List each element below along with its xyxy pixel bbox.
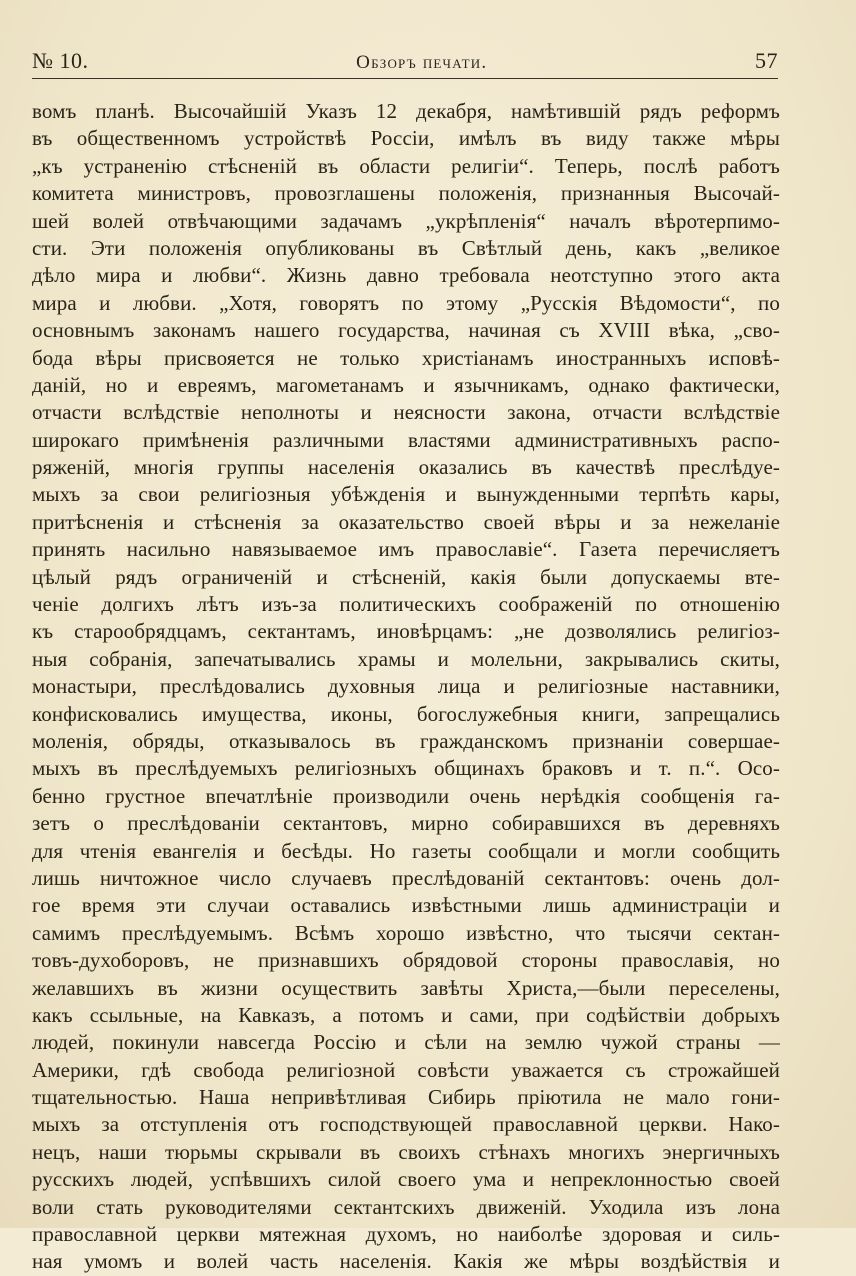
text-line: ряженій, многія группы населенія оказались въ качествѣ преслѣдуе-: [32, 455, 780, 480]
text-line: людей, покинули навсегда Россію и сѣли на землю чужой страны —: [32, 1030, 780, 1055]
text-line: самимъ преслѣдуемымъ. Всѣмъ хорошо извѣстно, что тысячи сектан-: [32, 920, 780, 945]
issue-number: № 10.: [32, 48, 89, 73]
body-text: [32, 98, 780, 1276]
text-line: ченіе долгихъ лѣтъ изъ-за политическихъ соображеній по отношенію: [32, 592, 780, 617]
section-title: Обзоръ печати.: [356, 52, 488, 73]
text-line: православной церкви мятежная духомъ, но наиболѣе здоровая и силь-: [32, 1222, 780, 1247]
text-line: отчасти вслѣдствіе неполноты и неясности закона, отчасти вслѣдствіе: [32, 400, 780, 425]
text-line: сти. Эти положенія опубликованы въ Свѣтлый день, какъ „великое: [32, 235, 780, 260]
text-line: зетъ о преслѣдованіи сектантовъ, мирно собиравшихся въ деревняхъ: [32, 811, 780, 836]
text-line: тщательностью. Наша непривѣтливая Сибирь пріютила не мало гони-: [32, 1085, 780, 1110]
text-line: шей волей отвѣчающими задачамъ „укрѣпленія“ началъ вѣротерпимо-: [32, 208, 780, 233]
text-line: мира и любви. „Хотя, говорятъ по этому „Русскія Вѣдомости“, по: [32, 290, 780, 315]
text-line: монастыри, преслѣдовались духовныя лица и религіозные наставники,: [32, 674, 780, 699]
text-line: основнымъ законамъ нашего государства, начиная съ XVIII вѣка, „сво-: [32, 318, 780, 343]
text-line: „къ устраненію стѣсненій въ области религіи“. Теперь, послѣ работъ: [32, 153, 780, 178]
text-line: притѣсненія и стѣсненія за оказательство своей вѣры и за нежеланіе: [32, 509, 780, 534]
text-line: гое время эти случаи оставались извѣстными лишь администраціи и: [32, 893, 780, 918]
text-line: дѣло мира и любви“. Жизнь давно требовала неотступно этого акта: [32, 263, 780, 288]
page-number: 57: [755, 48, 778, 73]
text-line: лишь ничтожное число случаевъ преслѣдованій сектантовъ: очень дол-: [32, 865, 780, 890]
text-line: бенно грустное впечатлѣніе производили очень нерѣдкія сообщенія га-: [32, 783, 780, 808]
text-line: товъ-духоборовъ, не признавшихъ обрядовой стороны православія, но: [32, 948, 780, 973]
text-line: какъ ссыльные, на Кавказъ, а потомъ и сами, при содѣйствіи добрыхъ: [32, 1002, 780, 1027]
text-line: широкаго примѣненія различными властями административныхъ распо-: [32, 427, 780, 452]
text-line: къ старообрядцамъ, сектантамъ, иновѣрцамъ: „не дозволялись религіоз-: [32, 619, 780, 644]
running-header: [32, 44, 778, 74]
text-line: даній, но и евреямъ, магометанамъ и язычникамъ, однако фактически,: [32, 372, 780, 397]
text-line: цѣлый рядъ ограниченій и стѣсненій, какія были допускаемы вте-: [32, 564, 780, 589]
text-line: комитета министровъ, провозглашены положенія, признанныя Высочай-: [32, 181, 780, 206]
text-line: Америки, гдѣ свобода религіозной совѣсти уважается съ строжайшей: [32, 1057, 780, 1082]
text-line: желавшихъ въ жизни осуществить завѣты Христа,—были переселены,: [32, 975, 780, 1000]
text-line: конфисковались имущества, иконы, богослужебныя книги, запрещались: [32, 701, 780, 726]
text-line: нецъ, наши тюрьмы скрывали въ своихъ стѣнахъ многихъ энергичныхъ: [32, 1139, 780, 1164]
text-line: бода вѣры присвояется не только христіанамъ иностранныхъ исповѣ-: [32, 345, 780, 370]
text-line: ныя собранія, запечатывались храмы и молельни, закрывались скиты,: [32, 646, 780, 671]
text-line: русскихъ людей, успѣвшихъ силой своего ума и непреклонностью своей: [32, 1167, 780, 1192]
text-line: ная умомъ и волей часть населенія. Какія же мѣры воздѣйствія и: [32, 1249, 780, 1274]
text-line: для чтенія евангелія и бесѣды. Но газеты сообщали и могли сообщить: [32, 838, 780, 863]
text-line: воли стать руководителями сектантскихъ движеній. Уходила изъ лона: [32, 1194, 780, 1219]
header-rule: [32, 78, 778, 79]
text-line: мыхъ въ преслѣдуемыхъ религіозныхъ общинахъ браковъ и т. п.“. Осо-: [32, 756, 780, 781]
text-line: въ общественномъ устройствѣ Россіи, имѣлъ въ виду также мѣры: [32, 126, 780, 151]
text-line: моленія, обряды, отказывалось въ гражданскомъ признаніи совершае-: [32, 728, 780, 753]
text-line: вомъ планѣ. Высочайшій Указъ 12 декабря, намѣтившій рядъ реформъ: [32, 99, 780, 123]
text-line: мыхъ за свои религіозныя убѣжденія и вынужденными терпѣть кары,: [32, 482, 780, 507]
text-line: принять насильно навязываемое имъ православіе“. Газета перечисляетъ: [32, 537, 780, 562]
text-line: мыхъ за отступленія отъ господствующей православной церкви. Нако-: [32, 1112, 780, 1137]
